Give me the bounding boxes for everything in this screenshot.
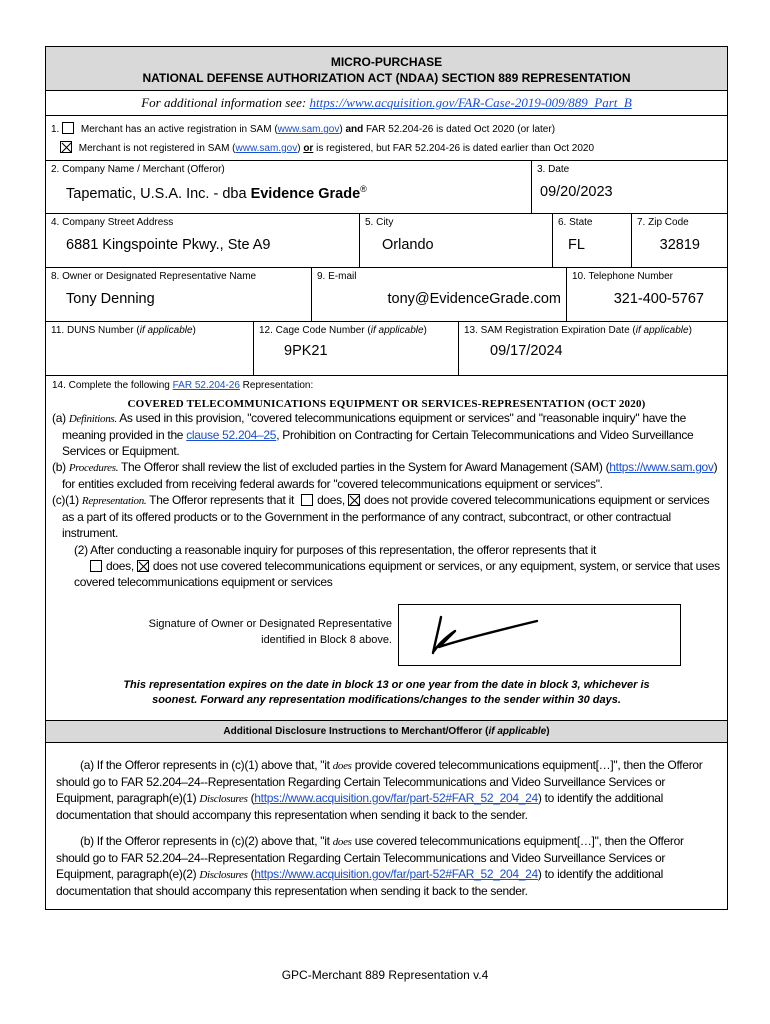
sam-link-3[interactable]: https://www.sam.gov [609,460,714,474]
company-field[interactable]: 2. Company Name / Merchant (Offeror) Tapematic, U.S.A. Inc. - dba Evidence Grade® [46,161,532,213]
additional-a: (a) If the Offeror represents in (c)(1) above that, "it does provide covered telecommunications equipment[…]", then the Offeror should go to FAR 52.204–24--Representation Regarding Certain Telecommunications and Video Surveillance Services or Equipment, paragraph(e)(1) Disclosures (https://www.acquisition.gov/far/part-52#FAR_52_204_24) to identify the additional documentation that should accompany this representation when sending it back to the sender. [56,758,703,822]
q1-option1-checkbox[interactable] [62,122,74,134]
duns-field[interactable]: 11. DUNS Number (if applicable) [46,322,254,375]
company-value: Tapematic, U.S.A. Inc. - dba Evidence Grade® [66,184,367,202]
sam-link-2[interactable]: www.sam.gov [235,143,298,154]
row-company-date [46,161,727,214]
provision-c1: (c)(1) Representation. The Offeror represents that it does, does not provide covered telecommunications equipment or services as a part of its offered products or to the Government in the performance of any contract, subcontract, or other contractual instrument. [52,493,710,540]
c1-does-checkbox[interactable] [301,494,313,506]
date-field[interactable]: 3. Date 09/20/2023 [532,161,727,213]
state-value: FL [568,237,585,253]
sam-expiration-field[interactable]: 13. SAM Registration Expiration Date (if applicable) 09/17/2024 [459,322,727,375]
far-link[interactable]: FAR 52.204-26 [172,380,240,391]
question-1 [46,116,727,161]
sam-link-1[interactable]: www.sam.gov [277,124,340,135]
row-registration [46,322,727,376]
provision-b: (b) Procedures. The Offeror shall review the list of excluded parties in the System for Award Management (SAM) (https://www.sam.gov) for entities excluded from receiving federal awards for "covered telecommunications equipment or services". [52,460,718,491]
acquisition-link-a[interactable]: https://www.acquisition.gov/far/part-52#FAR_52_204_24 [254,791,538,805]
phone-field[interactable]: 10. Telephone Number 321-400-5767 [567,268,727,321]
signature-image [427,611,547,659]
signature-label: Signature of Owner or Designated Representative identified in Block 8 above. [148,618,392,646]
provision-a: (a) Definitions. As used in this provision, "covered telecommunications equipment or services" and "reasonable inquiry" have the meaning provided in the clause 52.204–25, Prohibition on Contracting for Certain Telecommunications and Video Surveillance Services or Equipment. [52,411,694,458]
signature-block [52,604,721,666]
row-contact [46,268,727,322]
representation-form [45,46,728,910]
q1-number: 1. [51,124,60,135]
info-link[interactable]: https://www.acquisition.gov/FAR-Case-2019-009/889_Part_B [309,95,632,110]
provision-title: COVERED TELECOMMUNICATIONS EQUIPMENT OR SERVICES-REPRESENTATION (OCT 2020) [127,398,646,410]
zip-value: 32819 [659,237,700,253]
signature-box[interactable] [398,604,681,666]
owner-field[interactable]: 8. Owner or Designated Representative Name Tony Denning [46,268,312,321]
sam-expiration-value: 09/17/2024 [490,343,563,359]
q1-option2-checkbox[interactable] [60,141,72,153]
q1-option-2: Merchant is not registered in SAM (www.sam.gov) or is registered, but FAR 52.204-26 is dated earlier than Oct 2020 [51,139,722,158]
c1-does-not-checkbox[interactable] [348,494,360,506]
additional-b: (b) If the Offeror represents in (c)(2) above that, "it does use covered telecommunications equipment[…]", then the Offeror should go to FAR 52.204–24--Representation Regarding Certain Telecommunications and Video Surveillance Services or Equipment, paragraph(e)(2) Disclosures (https://www.acquisition.gov/far/part-52#FAR_52_204_24) to identify the additional documentation that should accompany this representation when sending it back to the sender. [56,834,684,898]
info-row [46,91,727,116]
form-header [46,47,727,91]
email-value: tony@EvidenceGrade.com [387,291,561,307]
date-value: 09/20/2023 [540,184,613,200]
row-address [46,214,727,268]
city-value: Orlando [382,237,434,253]
email-field[interactable]: 9. E-mail tony@EvidenceGrade.com [312,268,567,321]
state-field[interactable]: 6. State FL [553,214,632,267]
additional-header: Additional Disclosure Instructions to Merchant/Offeror (if applicable) [46,721,727,743]
cage-value: 9PK21 [284,343,328,359]
city-field[interactable]: 5. City Orlando [360,214,553,267]
info-prefix: For additional information see: [141,95,310,110]
owner-value: Tony Denning [66,291,155,307]
street-value: 6881 Kingspointe Pkwy., Ste A9 [66,237,271,253]
q1-option-1: 1. Merchant has an active registration in SAM (www.sam.gov) and FAR 52.204-26 is dated Oct 2020 (or later) [51,124,556,135]
zip-field[interactable]: 7. Zip Code 32819 [632,214,727,267]
provision-c2: (2) After conducting a reasonable inquiry for purposes of this representation, the offeror represents that it does, does not use covered telecommunications equipment or services, or any equipment, system, or service that uses covered telecommunications equipment or services [74,543,720,589]
provision-text [52,410,721,590]
expiration-notice: This representation expires on the date in block 13 or one year from the date in block 3, whichever is soonest. Forward any representation modifications/changes to the sender within 30 days. [123,679,650,706]
header-line1: MICRO-PURCHASE [330,55,443,69]
street-field[interactable]: 4. Company Street Address 6881 Kingspointe Pkwy., Ste A9 [46,214,360,267]
phone-value: 321-400-5767 [613,291,704,307]
clause-link[interactable]: clause 52.204–25 [186,428,277,442]
additional-instructions [46,743,727,909]
header-line2: NATIONAL DEFENSE AUTHORIZATION ACT (NDAA) SECTION 889 REPRESENTATION [142,71,631,85]
cage-field[interactable]: 12. Cage Code Number (if applicable) 9PK21 [254,322,459,375]
section-14 [46,376,727,721]
section14-intro: 14. Complete the following FAR 52.204-26 Representation: [52,380,314,391]
c2-does-not-checkbox[interactable] [137,560,149,572]
footer-version: GPC-Merchant 889 Representation v.4 [281,968,489,982]
acquisition-link-b[interactable]: https://www.acquisition.gov/far/part-52#FAR_52_204_24 [254,867,538,881]
c2-does-checkbox[interactable] [90,560,102,572]
